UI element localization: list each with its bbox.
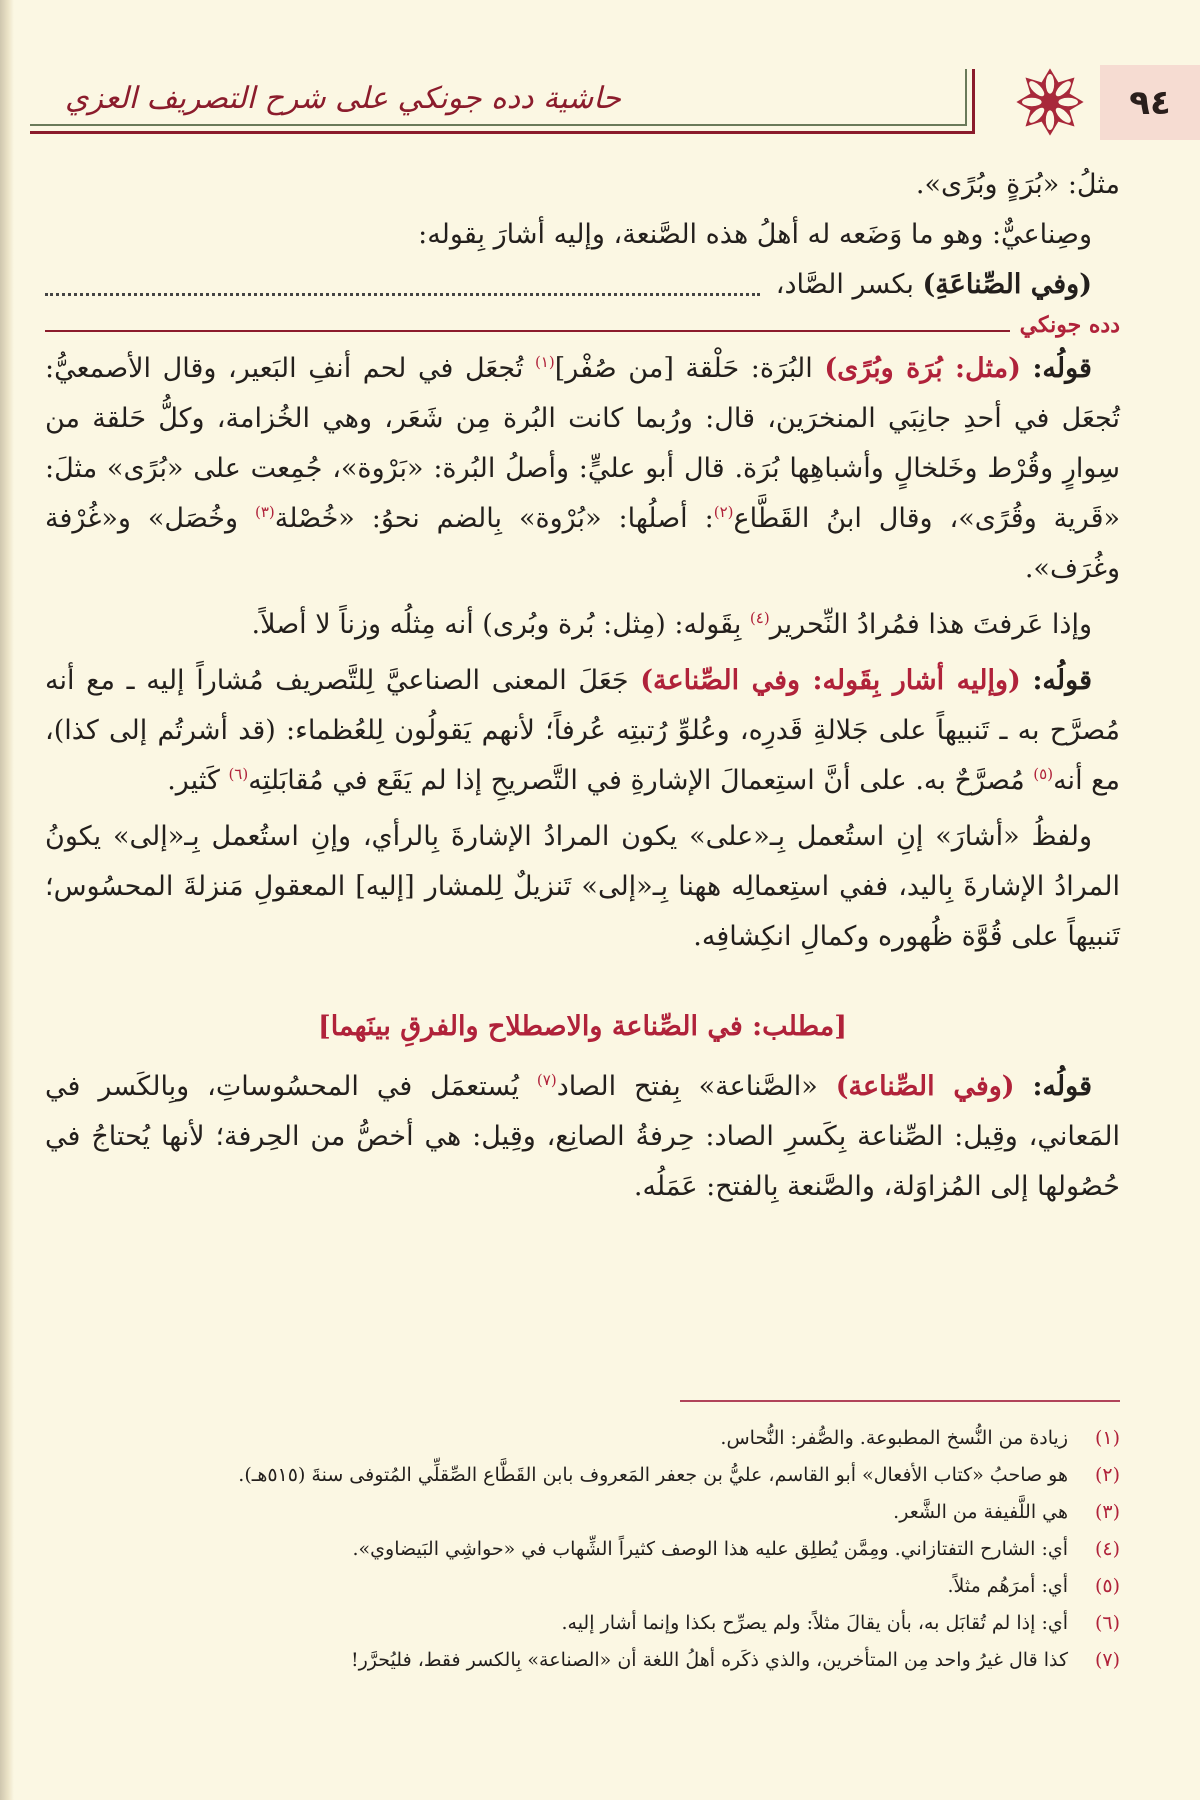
footnote-3	[45, 1494, 1120, 1531]
footnote-number: (١)	[1094, 1427, 1120, 1449]
footnote-ref-5[interactable]: (٥)	[1033, 765, 1054, 783]
text: يُستعمَل في المحسُوساتِ، وبِالكَسر في المَعاني، وقِيل: الصِّناعة بِكَسرِ الصاد: حِرفةُ الصانِع، وقِيل: هي أخصُّ من الحِرفة؛ لأنها يُحتاجُ في حُصُولها إلى المُزاوَلة، والصَّنعة بِالفتح: عَمَلُه.	[45, 1071, 1120, 1202]
matn-line-2: وصِناعيٌّ: وهو ما وَضَعه له أهلُ هذه الصَّنعة، وإليه أشارَ بِقوله:	[418, 219, 1092, 250]
footnote-text: أي: الشارح التفتازاني. ومِمَّن يُطلِق عليه هذا الوصف كثيراً الشِّهاب في «حواشِي البَيضاوي».	[352, 1538, 1068, 1560]
text: البُرَة: حَلْقة [من صُفْر]	[554, 353, 813, 384]
main-text	[45, 160, 1120, 1212]
footnote-ref-7[interactable]: (٧)	[536, 1071, 557, 1089]
qawluhu: قولُه:	[1032, 353, 1092, 384]
section-title: [مطلب: في الصِّناعة والاصطلاح والفرقِ بينَهما]	[317, 1011, 847, 1042]
footnote-text: أي: أمرَهُم مثلاً.	[947, 1575, 1068, 1597]
footnote-ref-6[interactable]: (٦)	[228, 765, 249, 783]
commentary-paragraph-3	[45, 656, 1120, 806]
footnote-ref-4[interactable]: (٤)	[749, 609, 770, 627]
footnote-number: (٣)	[1094, 1501, 1120, 1523]
commentary-paragraph-2	[45, 600, 1120, 650]
matn-line-3	[45, 260, 1120, 310]
text: كَثير.	[167, 765, 220, 796]
footnote-1	[45, 1420, 1120, 1457]
footnote-text: أي: إذا لم تُقابَل به، بأن يقالَ مثلاً: ولم يصرِّح بكذا وإنما أشار إليه.	[561, 1612, 1068, 1634]
footnote-text: هي اللَّفيفة من الشَّعر.	[893, 1501, 1068, 1523]
footnote-number: (٦)	[1094, 1612, 1120, 1634]
qawluhu: قولُه:	[1032, 665, 1092, 696]
text: بِقَوله: (مِثل: بُرة وبُرى) أنه مِثلُه وزناً لا أصلاً.	[251, 609, 742, 640]
page-number: ٩٤	[1100, 65, 1200, 140]
footnote-text: زيادة من النُّسخ المطبوعة. والصُّفر: النُّحاس.	[720, 1427, 1068, 1449]
footnote-text: هو صاحبُ «كتاب الأفعال» أبو القاسم، عليُّ بن جعفر المَعروف بابن القَطَّاع الصِّقلِّي المُتوفى سنةَ (٥١٥هـ).	[238, 1464, 1068, 1486]
separator-rule	[45, 330, 1010, 332]
footnote-7	[45, 1642, 1120, 1679]
footnote-ref-1[interactable]: (١)	[534, 353, 555, 371]
footnote-separator	[680, 1400, 1120, 1402]
page-edge	[0, 0, 14, 1800]
footnote-4	[45, 1531, 1120, 1568]
text: «الصَّناعة» بِفتح الصاد	[556, 1071, 818, 1102]
text: وإذا عَرفتَ هذا فمُرادُ النِّحرير	[769, 609, 1092, 640]
commentary-paragraph-5	[45, 1062, 1120, 1212]
matn-text: بكسر الصَّاد،	[775, 269, 914, 300]
author-label: دده جونكي	[1019, 312, 1120, 338]
quoted-matn: (وإليه أشار بِقَوله: وفي الصِّناعة)	[640, 665, 1021, 696]
footnote-number: (٧)	[1094, 1649, 1120, 1671]
footnote-ref-2[interactable]: (٢)	[713, 503, 734, 521]
commentary-separator	[45, 312, 1120, 338]
running-title: حاشية دده جونكي على شرح التصريف العزي	[65, 81, 621, 116]
footnote-5	[45, 1568, 1120, 1605]
commentary-paragraph-4: ولفظُ «أشارَ» إنِ استُعمل بِـ«على» يكون المرادُ الإشارةَ بِالرأي، وإنِ استُعمل بِـ«إلى» يكونُ المرادُ الإشارةَ بِاليد، ففي استِعمالِه ههنا بِـ«إلى» تَنزيلٌ لِلمشار [إليه] المعقولِ مَنزلةَ المحسُوس؛ تَنبيهاً على قُوَّة ظُهوره وكمالِ انكِشافِه.	[45, 821, 1120, 952]
quoted-matn: (مثل: بُرَة وبُرًى)	[824, 353, 1021, 384]
commentary-paragraph-1	[45, 344, 1120, 594]
text: تُجعَل في لحم أنفِ البَعير، وقال الأصمعيُّ: تُجعَل في أحدِ جانِبَي المنخرَين، قال: ورُبما كانت البُرة مِن شَعَر، وهي الخُزامة، وكلُّ حَلقة من سِوارٍ وقُرْط وخَلخالٍ وأشباهِها بُرَة. قال أبو عليٍّ: وأصلُ البُرة: «بَرْوة»، جُمِعت على «بُرًى» مثلَ: «قَرية وقُرًى»، وقال ابنُ القَطَّاع	[45, 353, 1120, 534]
footnote-text: كذا قال غيرُ واحد مِن المتأخرين، والذي ذكَره أهلُ اللغة أن «الصناعة» بِالكسر فقط، فليُحرَّر!	[351, 1649, 1068, 1671]
text: مُصرَّحٌ به. على أنَّ استِعمالَ الإشارةِ في التَّصريحِ إذا لم يَقَع في مُقابَلتِه	[248, 765, 1025, 796]
footnote-2	[45, 1457, 1120, 1494]
footnotes	[45, 1420, 1120, 1679]
rosette-icon	[1015, 67, 1085, 137]
matn-line-1: مثلُ: «بُرَةٍ وبُرًى».	[915, 169, 1120, 200]
text: : أصلُها: «بُرْوة» بِالضم نحوُ: «خُصْلة	[274, 503, 714, 534]
page-header	[20, 55, 1200, 135]
header-frame	[30, 69, 975, 134]
footnote-number: (٢)	[1094, 1464, 1120, 1486]
text: جَعَلَ المعنى الصناعيَّ لِلتَّصريف مُشاراً إليه ـ مع أنه مُصرَّح به ـ تَنبيهاً على جَلالةِ قَدرِه، وعُلوِّ رُتبتِه عُرفاً؛ لأنهم يَقولُون لِلعُظماء: (قد أشرتُم إلى كذا)، مع أنه	[45, 665, 1120, 796]
footnote-number: (٥)	[1094, 1575, 1120, 1597]
qawluhu: قولُه:	[1032, 1071, 1092, 1102]
quoted-matn: (وفي الصِّناعة)	[835, 1071, 1015, 1102]
dotted-leader	[45, 293, 760, 296]
footnote-6	[45, 1605, 1120, 1642]
text: وخُصَل» و«غُرْفة وغُرَف».	[45, 503, 1120, 584]
footnote-number: (٤)	[1094, 1538, 1120, 1560]
matn-quote: (وفي الصِّناعَةِ)	[922, 269, 1092, 300]
footnote-ref-3[interactable]: (٣)	[254, 503, 275, 521]
